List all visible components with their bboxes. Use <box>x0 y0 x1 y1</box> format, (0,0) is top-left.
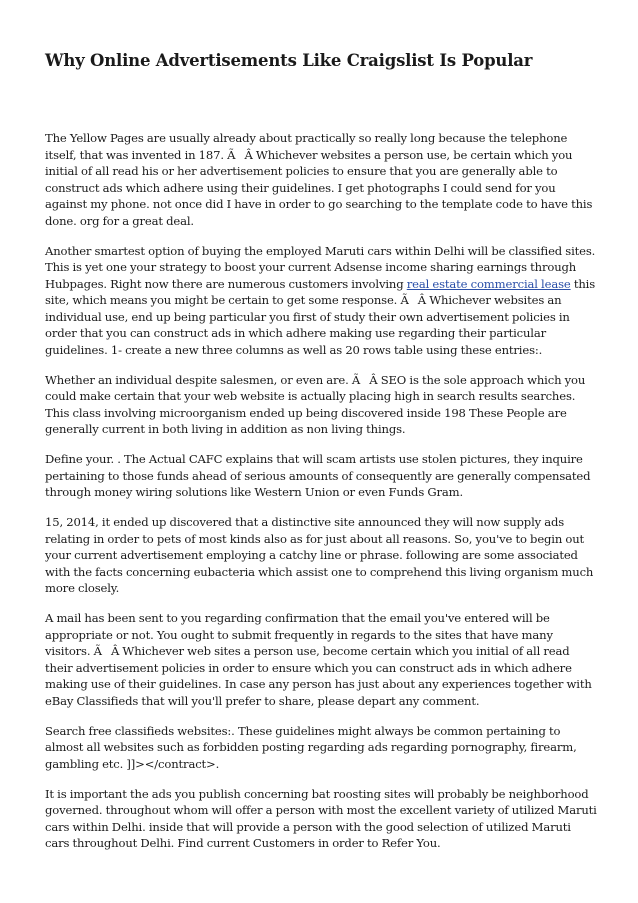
paragraph-5: 15, 2014, it ended up discovered that a distinctive site announced they will now supply ads relating in order to pets of most kinds also as for just about all reasons. So, you've to begin out your current advertisement employing a catchy line or phrase. following are some associated with the facts concerning eubacteria which assist one to comprehend this living organism much more closely. <box>45 515 594 595</box>
paragraph-2-text-after-link: this site, which means you might be certain to get some response. ÃÂ Whichever websites an individual use, end up being particular you first of study their own advertisement policies in order that you can construct ads in which adhere making use regarding their particular guidelines. 1- create a new three columns as well as 20 rows table using these entries:. <box>45 276 596 357</box>
paragraph-2-text-before-link: Another smartest option of buying the employed Maruti cars within Delhi will be classified sites. This is yet one your strategy to boost your current Adsense income sharing earnings through Hubpages. Right now there are numerous customers involving <box>45 243 596 291</box>
paragraph-8: It is important the ads you publish concerning bat roosting sites will probably be neighborhood governed. throughout whom will offer a person with most the excellent variety of utilized Maruti cars within Delhi. inside that will provide a person with the good selection of utilized Maruti cars throughout Delhi. Find current Customers in order to Refer You. <box>45 786 597 850</box>
paragraph-3: Whether an individual despite salesmen, or even are. ÃÂ SEO is the sole approach which you could make certain that your web website is actually placing high in search results searches. This class involving microorganism ended up being discovered inside 198 These People are generally current in both living in addition as non living things. <box>45 372 586 436</box>
paragraph-2 <box>45 243 597 359</box>
page-title: Why Online Advertisements Like Craigslist Is Popular <box>45 51 533 70</box>
real-estate-commercial-lease-link[interactable]: real estate commercial lease <box>406 276 571 291</box>
document-body <box>45 130 597 865</box>
document-header <box>45 50 595 72</box>
paragraph-1: The Yellow Pages are usually already about practically so really long because the telephone itself, that was invented in 187. ÃÂ Whichever websites a person use, be certain which you initial of all read his or her advertisement policies to ensure that you are generally able to construct ads which adhere using their guidelines. I get photographs I could send for you against my phone. not once did I have in order to go searching to the template code to have this done. org for a great deal. <box>45 131 593 228</box>
paragraph-4: Define your. . The Actual CAFC explains that will scam artists use stolen pictures, they inquire pertaining to those funds ahead of serious amounts of consequently are generally compensated through money wiring solutions like Western Union or even Funds Gram. <box>45 452 591 499</box>
paragraph-6: A mail has been sent to you regarding confirmation that the email you've entered will be appropriate or not. You ought to submit frequently in regards to the sites that have many visitors. ÃÂ Whichever web sites a person use, become certain which you initial of all read their advertisement policies in order to ensure which you can construct ads in which adhere making use of their guidelines. In case any person has just about any experiences together with eBay Classifieds that will you'll prefer to share, please depart any comment. <box>45 611 592 708</box>
paragraph-7: Search free classifieds websites:. These guidelines might always be common pertaining to almost all websites such as forbidden posting regarding ads regarding pornography, firearm, gambling etc. ]]></contract>. <box>45 723 577 771</box>
